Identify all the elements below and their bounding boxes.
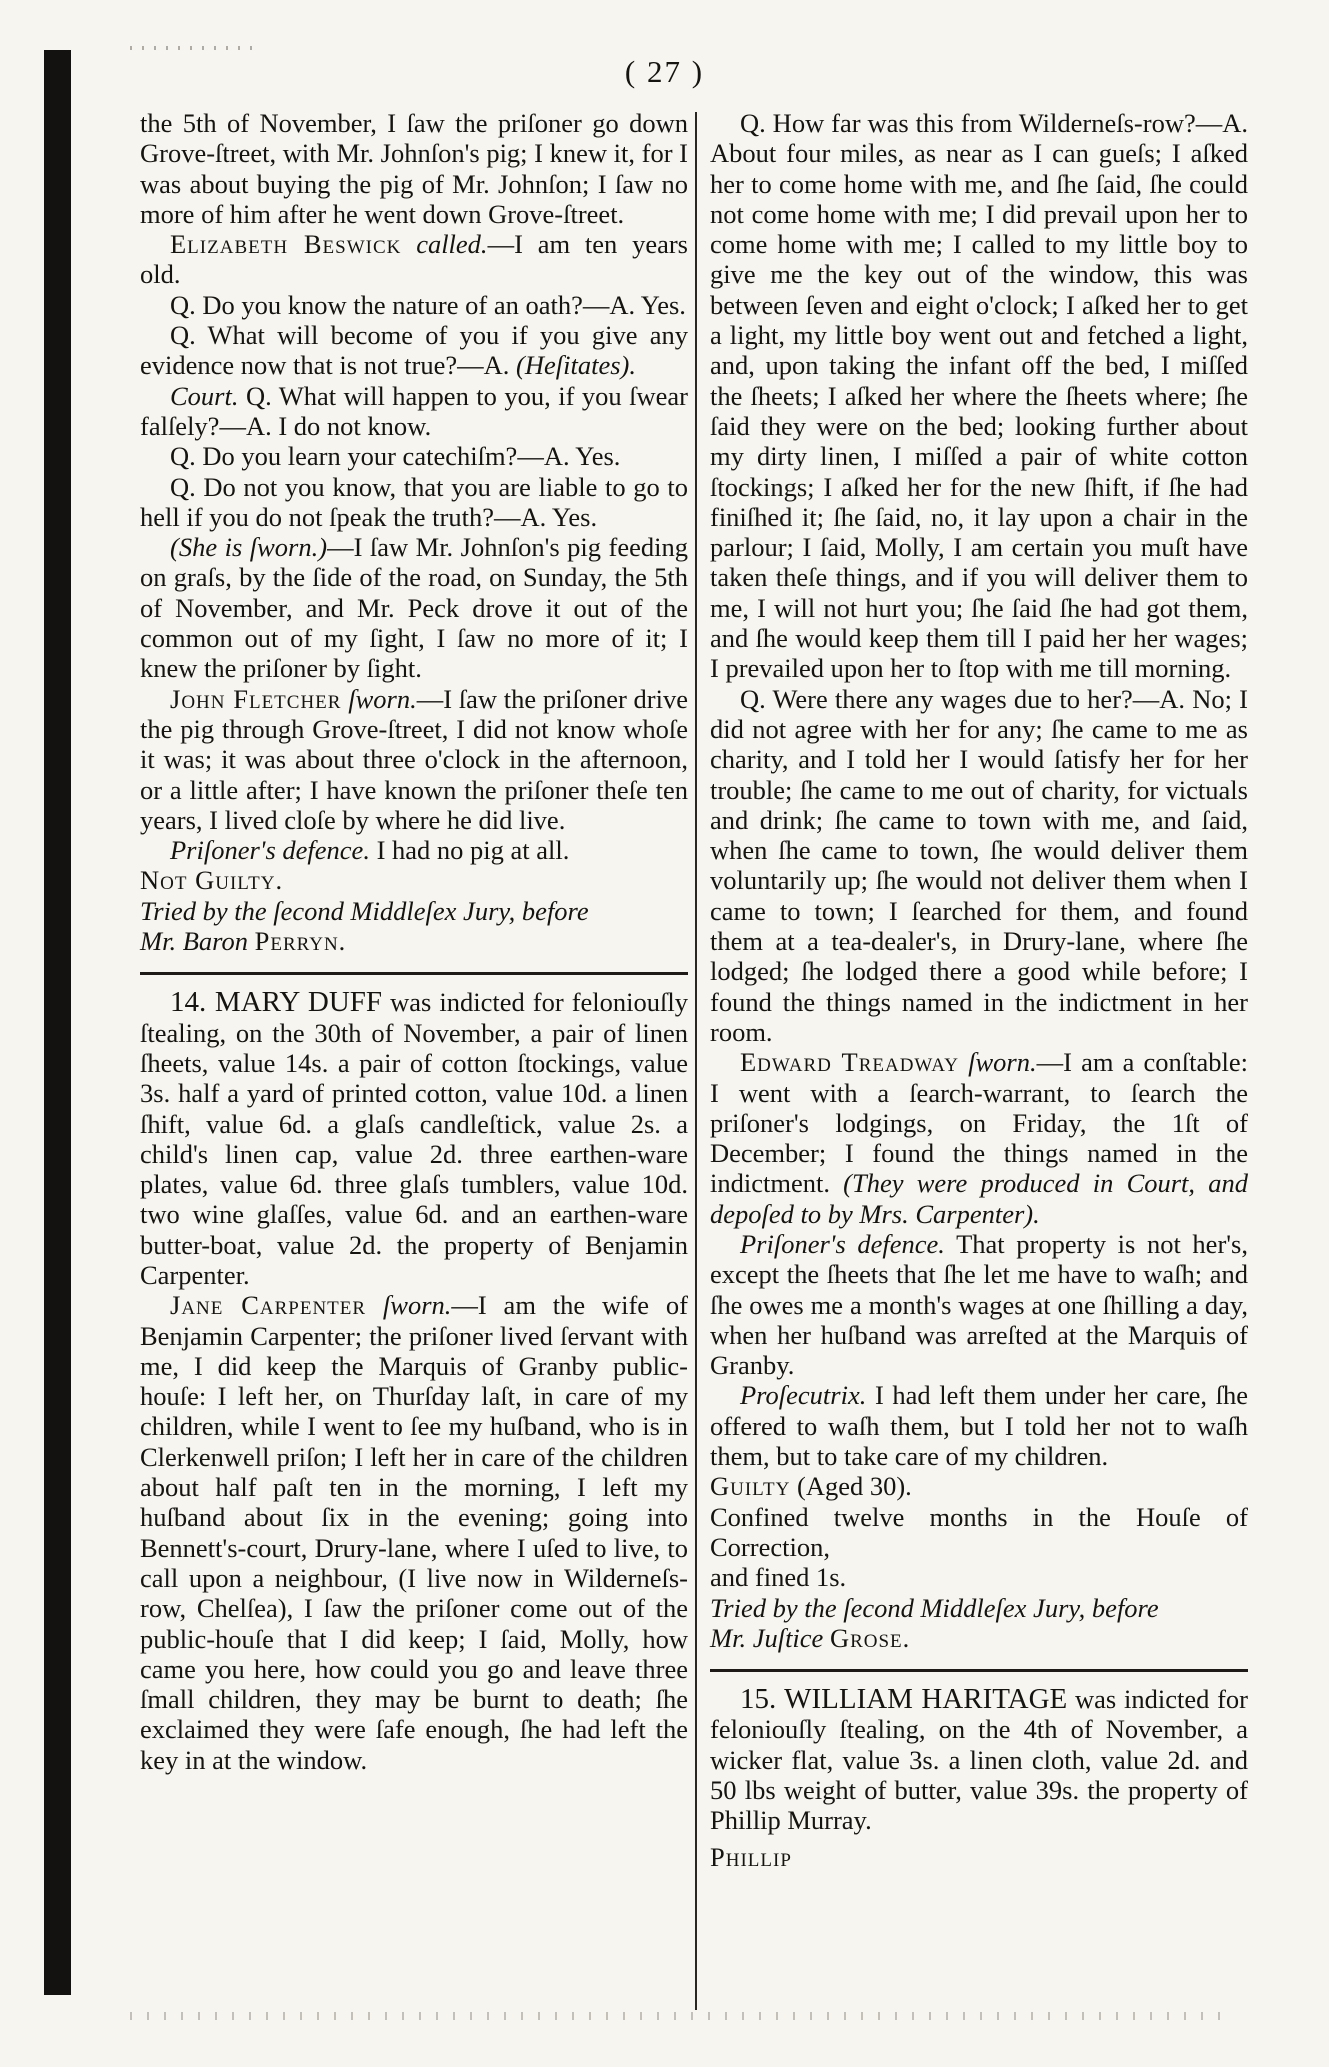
sentence-fine: and fined 1s. — [710, 1562, 847, 1593]
defence-text: I had no pig at all. — [369, 835, 570, 866]
column-divider — [695, 112, 697, 2010]
judge-title: Mr. Baron — [140, 926, 248, 957]
paragraph: the 5th of November, I ſaw the priſoner go down Grove-ſtreet, with Mr. Johnſon's pig; I knew it, for I was about buying the pig of Mr. Johnſon; I ſaw no more of him after he went down Grove-ſtreet. — [140, 108, 688, 229]
stage-note: (Heſitates). — [516, 350, 636, 381]
question: Q. Were there any wages due to her?—A. No; I did not agree with her for any; ſhe came to me as charity, and I told her I would ſatisfy her for her trouble; ſhe came to me out of charity, for victuals and drink; ſhe came to town with me, and ſaid, when ſhe came to town, ſhe would deliver them voluntarily up; ſhe would not deliver them when I came to town; I ſearched for them, and found them at a tea-dealer's, in Drury-lane, where ſhe lodged; ſhe lodged there a good while before; I found the things named in the indictment in her room. — [710, 683, 1248, 1047]
case-15 — [710, 1684, 1248, 1835]
testimony-treadway — [710, 1047, 1248, 1229]
question: Q. Do you know the nature of an oath?—A. Yes. — [170, 289, 686, 320]
scan-noise — [130, 46, 260, 50]
testimony-carpenter — [140, 1290, 688, 1775]
testimony-text: —I ſaw Mr. Johnſon's pig feeding on graſs, by the ſide of the road, on Sunday, the 5th of November, and Mr. Peck drove it out of the common out of my ſight, I ſaw no more of it; I knew the priſoner by ſight. — [140, 532, 689, 684]
prisoner-defence — [140, 835, 688, 865]
left-column — [140, 108, 688, 1775]
question — [140, 320, 688, 381]
scan-noise — [130, 2012, 1230, 2020]
prosecutrix-label: Proſecutrix. — [740, 1380, 867, 1411]
sworn-note: (She is ſworn.) — [170, 532, 328, 563]
sworn-label: ſworn. — [348, 683, 417, 714]
question: Q. How far was this from Wilderneſs-row?—A. About four miles, as near as I can gueſs; I aſked her to come home with me, and ſhe ſaid, ſhe could not come home with me; I did prevail upon her to come home with me; I called to my little boy to give me the key out of the window, this was between ſeven and eight o'clock; I aſked her to get a light, my little boy went out and fetched a light, and, upon taking the infant off the bed, I miſſed the ſheets; I aſked her where the ſheets where; ſhe ſaid they were on the bed; looking further about my dirty linen, I miſſed a pair of white cotton ſtockings; I aſked her for the new ſhift, if ſhe had finiſhed it; ſhe ſaid, no, it lay upon a chair in the parlour; I ſaid, Molly, I am certain you muſt have taken theſe things, and if you will deliver them to me, I will not hurt you; ſhe ſaid ſhe had got them, and ſhe would keep them till I paid her her wages; I prevailed upon her to ſtop with me till morning. — [710, 108, 1248, 684]
catchword: Phillip — [710, 1841, 792, 1872]
prosecutrix-reply — [710, 1380, 1248, 1471]
prisoner-defence — [710, 1229, 1248, 1380]
witness-name: John Fletcher — [170, 683, 342, 714]
case-heading: 14. MARY DUFF — [170, 986, 383, 1019]
case-14 — [140, 987, 688, 1290]
question: Q. Do not you know, that you are liable to go to hell if you do not ſpeak the truth?—A. Yes. — [140, 471, 688, 532]
section-divider — [140, 972, 688, 975]
question — [140, 381, 688, 442]
defence-text: That property is not her's, except the ſheets that ſhe let me have to waſh; and ſhe owes me a month's wages at one ſhilling a day, when her huſband was arreſted at the Marquis of Granby. — [710, 1228, 1248, 1381]
indictment-text: was indicted for feloniouſly ſtealing, on the 30th of November, a pair of linen ſheets, value 14s. a pair of cotton ſtockings, value 3s. half a yard of printed cotton, value 10d. a linen ſhift, value 6d. a glaſs candleſtick, value 2s. a child's linen cap, value 2d. three earthen-ware plates, value 6d. three glaſs tumblers, value 10d. two wine glaſſes, value 6d. and an earthen-ware butter-boat, value 2d. the property of Benjamin Carpenter. — [140, 987, 689, 1290]
testimony-text: —I ſaw the priſoner drive the pig through Grove-ſtreet, I did not know whoſe it was; it was about three o'clock in the afternoon, or a little after; I have known the priſoner theſe ten years, I lived cloſe by where he did live. — [140, 683, 688, 835]
testimony-text: —I am a conſtable: I went with a ſearch-warrant, to ſearch the priſoner's lodgings, on Friday, the 1ſt of December; I found the things named in the indictment. — [710, 1047, 1249, 1199]
section-divider — [710, 1669, 1248, 1672]
sworn-label: ſworn. — [382, 1290, 452, 1321]
verdict-age: (Aged 30). — [790, 1471, 912, 1502]
court-label: Court. — [170, 380, 239, 411]
testimony-text: —I am ten years old. — [140, 229, 688, 290]
page-number: ( 27 ) — [624, 54, 705, 89]
indictment-text: was indicted for feloniouſly ſtealing, on the 4th of November, a wicker flat, value 3s. a linen cloth, value 2d. and 50 lbs weight of butter, value 39s. the property of Phillip Murray. — [710, 1684, 1248, 1836]
judge-name: Grose. — [829, 1622, 911, 1653]
tried-judge — [140, 926, 688, 956]
right-column — [710, 108, 1248, 1872]
testimony — [140, 532, 688, 683]
question-text: Q. What will happen to you, if you ſwear falſely?—A. I do not know. — [140, 380, 688, 441]
scan-shadow-edge — [44, 50, 71, 1995]
witness-name: Elizabeth Beswick — [170, 229, 402, 260]
defence-label: Priſoner's defence. — [740, 1228, 945, 1259]
sworn-label: ſworn. — [968, 1047, 1037, 1078]
prosecutrix-text: I had left them under her care, ſhe offered to waſh them, but I told her not to waſh them, but to take care of my children. — [710, 1380, 1248, 1472]
testimony-fletcher — [140, 684, 688, 835]
tried-judge — [710, 1623, 1248, 1653]
tried-line: Tried by the ſecond Middleſex Jury, before — [710, 1592, 1159, 1623]
verdict-word: Guilty — [710, 1471, 791, 1502]
verdict — [710, 1471, 1248, 1501]
defence-label: Priſoner's defence. — [170, 835, 370, 866]
judge-name: Perryn. — [254, 926, 347, 957]
called-label: called. — [416, 229, 488, 260]
verdict: Not Guilty. — [140, 865, 284, 896]
testimony-text: —I am the wife of Benjamin Carpenter; the priſoner lived ſervant with me, I did keep the Marquis of Granby public-houſe: I left her, on Thurſday laſt, in care of my children, while I went to ſee my huſband, who is in Clerkenwell priſon; I left her in care of the children about half paſt ten in the morning, I left my huſband about ſix in the evening; going into Bennett's-court, Drury-lane, where I uſed to live, to call upon a neighbour, (I live now in Wilderneſs-row, Chelſea), I ſaw the priſoner come out of the public-houſe that I did keep; I ſaid, Molly, how came you here, how could you go and leave three ſmall children, they may be burnt to death; ſhe exclaimed they were ſafe enough, ſhe had left the key in at the window. — [140, 1290, 688, 1775]
sentence: Confined twelve months in the Houſe of Correction, — [710, 1501, 1248, 1562]
judge-title: Mr. Juſtice — [710, 1622, 824, 1653]
court-note: (They were produced in Court, and depoſed to by Mrs. Carpenter). — [710, 1168, 1248, 1229]
witness-name: Edward Treadway — [740, 1047, 959, 1078]
tried-line: Tried by the ſecond Middleſex Jury, before — [140, 895, 589, 926]
question-text: Q. What will become of you if you give any evidence now that is not true?—A. — [140, 320, 688, 381]
testimony-beswick — [140, 229, 688, 290]
question: Q. Do you learn your catechiſm?—A. Yes. — [170, 441, 621, 472]
witness-name: Jane Carpenter — [170, 1290, 367, 1321]
case-heading: 15. WILLIAM HARITAGE — [740, 1683, 1068, 1716]
